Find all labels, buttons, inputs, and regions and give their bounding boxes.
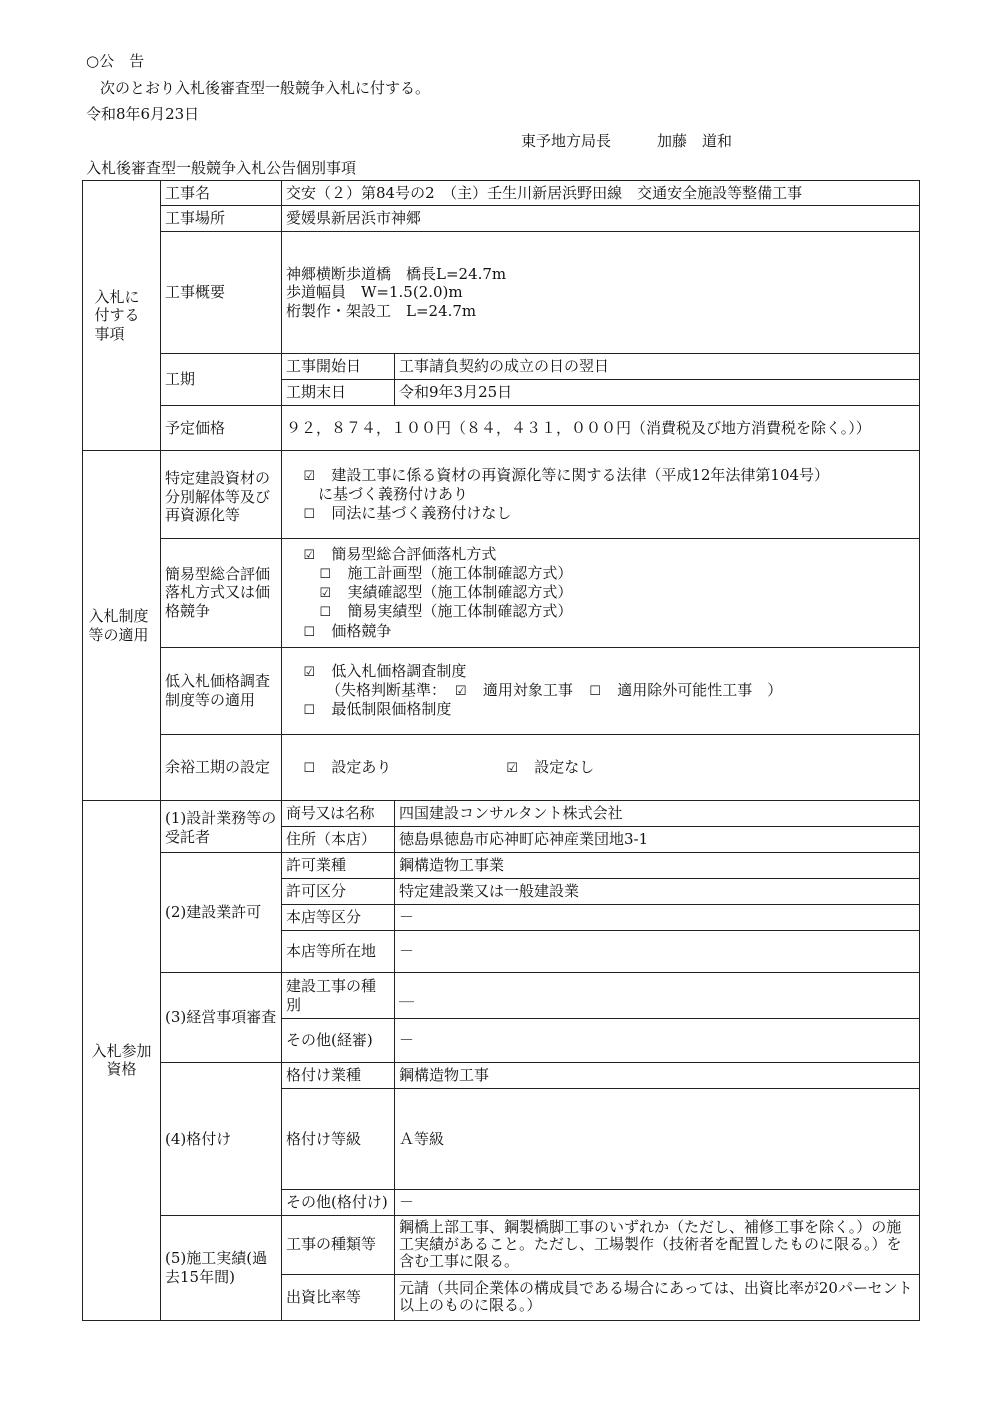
row-recycle <box>83 451 920 538</box>
rank-grade-label: 格付け等級 <box>282 1089 395 1189</box>
period-label: 工期 <box>161 354 282 406</box>
design-name-value: 四国建設コンサルタント株式会社 <box>395 800 920 826</box>
row-record-kind <box>83 1215 920 1274</box>
summary-line: 桁製作・架設工 L=24.7m <box>286 302 477 321</box>
row-audit-kind <box>83 973 920 1019</box>
record-label: (5)施工実績(過去15年間) <box>161 1215 282 1320</box>
checkbox-unchecked-icon: ☐ <box>303 506 315 522</box>
checkbox-unchecked-icon: ☐ <box>303 624 315 640</box>
permit-type-value: 鋼構造物工事業 <box>395 853 920 879</box>
rank-type-value: 鋼構造物工事 <box>395 1063 920 1089</box>
row-permit-type <box>83 853 920 879</box>
koji-summary-label: 工事概要 <box>161 232 282 354</box>
koji-name-value: 交安（２）第84号の2 （主）壬生川新居浜野田線 交通安全施設等整備工事 <box>282 181 920 206</box>
audit-kind-label: 建設工事の種別 <box>282 973 395 1019</box>
checkbox-checked-icon: ☑ <box>454 684 467 700</box>
checkbox-checked-icon: ☑ <box>506 760 518 776</box>
row-low-price <box>83 647 920 734</box>
hq-loc-value: － <box>395 931 920 973</box>
design-name-label: 商号又は名称 <box>282 800 395 826</box>
row-rank-type <box>83 1063 920 1089</box>
price-label: 予定価格 <box>161 406 282 451</box>
notice-date: 令和8年6月23日 <box>86 105 200 123</box>
recycle-opt1: ☑ 建設工事に係る資材の再資源化等に関する法律（平成12年法律第104号） <box>303 465 830 484</box>
recycle-label: 特定建設資材の分別解体等及び再資源化等 <box>161 451 282 538</box>
koji-summary-value <box>282 232 920 354</box>
design-addr-label: 住所（本店） <box>282 827 395 853</box>
record-ratio-value: 元請（共同企業体の構成員である場合にあっては、出資比率が20パーセント以上のものに限る。） <box>395 1274 920 1320</box>
checkbox-unchecked-icon: ☐ <box>319 605 331 621</box>
checkbox-checked-icon: ☑ <box>303 664 315 680</box>
checkbox-unchecked-icon: ☐ <box>319 566 331 582</box>
row-koji-name <box>83 181 920 206</box>
permit-label: (2)建設業許可 <box>161 853 282 973</box>
checkbox-checked-icon: ☑ <box>319 586 331 602</box>
hq-class-label: 本店等区分 <box>282 905 395 931</box>
row-koji-place <box>83 206 920 232</box>
design-label: (1)設計業務等の受託者 <box>161 800 282 852</box>
eval-opt2: ☐ 価格競争 <box>303 621 392 640</box>
checkbox-unchecked-icon: ☐ <box>589 684 601 700</box>
checkbox-checked-icon: ☑ <box>303 547 315 563</box>
low-label: 低入札価格調査制度等の適用 <box>161 647 282 734</box>
summary-line: 神郷横断歩道橋 橋長L=24.7m <box>286 264 507 283</box>
issuer-name: 加藤 道和 <box>657 132 733 150</box>
eval-opt1: ☑ 簡易型総合評価落札方式 <box>303 544 497 563</box>
design-addr-value: 徳島県徳島市応神町応神産業団地3-1 <box>395 827 920 853</box>
koukoku-heading: ○公 告 <box>86 52 145 70</box>
audit-other-value: － <box>395 1019 920 1063</box>
rank-other-label: その他(格付け) <box>282 1189 395 1215</box>
yoyu-options <box>282 734 920 800</box>
rank-other-value: － <box>395 1189 920 1215</box>
eval-sub2: ☑ 実績確認型（施工体制確認方式） <box>319 583 573 602</box>
record-kind-value: 鋼橋上部工事、鋼製橋脚工事のいずれか（ただし、補修工事を除く。）の施工実績があること。ただし、工場製作（技術者を配置したものに限る。）を含む工事に限る。 <box>395 1215 920 1274</box>
checkbox-unchecked-icon: ☐ <box>303 760 315 776</box>
permit-class-value: 特定建設業又は一般建設業 <box>395 879 920 905</box>
hq-loc-label: 本店等所在地 <box>282 931 395 973</box>
end-value: 令和9年3月25日 <box>395 380 920 406</box>
permit-type-label: 許可業種 <box>282 853 395 879</box>
row-yoyu <box>83 734 920 800</box>
low-opt1: ☑ 低入札価格調査制度 <box>303 661 467 680</box>
record-ratio-label: 出資比率等 <box>282 1274 395 1320</box>
row-period-start <box>83 354 920 380</box>
audit-kind-value: ＿ <box>395 973 920 1019</box>
recycle-options <box>282 451 920 538</box>
koji-place-value: 愛媛県新居浜市神郷 <box>282 206 920 232</box>
section-nyusatsu: 入札に付する事項 <box>83 181 161 451</box>
audit-label: (3)経営事項審査 <box>161 973 282 1063</box>
end-label: 工期末日 <box>282 380 395 406</box>
start-value: 工事請負契約の成立の日の翌日 <box>395 354 920 380</box>
summary-line: 歩道幅員 W=1.5(2.0)m <box>286 283 463 302</box>
eval-sub3: ☐ 簡易実績型（施工体制確認方式） <box>319 602 573 621</box>
record-kind-label: 工事の種類等 <box>282 1215 395 1274</box>
yoyu-opt2: ☑ 設定なし <box>506 757 595 776</box>
section-seido: 入札制度等の適用 <box>83 451 161 801</box>
checkbox-unchecked-icon: ☐ <box>303 703 315 719</box>
eval-label: 簡易型総合評価落札方式又は価格競争 <box>161 538 282 647</box>
section-sanka: 入札参加資格 <box>83 800 161 1320</box>
row-price <box>83 406 920 451</box>
intro-text: 次のとおり入札後審査型一般競争入札に付する。 <box>100 79 431 97</box>
checkbox-checked-icon: ☑ <box>303 468 315 484</box>
row-eval <box>83 538 920 647</box>
start-label: 工事開始日 <box>282 354 395 380</box>
rank-label: (4)格付け <box>161 1063 282 1215</box>
recycle-opt1-cont: に基づく義務付けあり <box>318 485 469 504</box>
yoyu-opt1: ☐ 設定あり <box>303 757 392 776</box>
table-title: 入札後審査型一般競争入札公告個別事項 <box>86 159 357 177</box>
low-options <box>282 647 920 734</box>
issuer-title: 東予地方局長 <box>521 132 612 150</box>
eval-sub1: ☐ 施工計画型（施工体制確認方式） <box>319 563 573 582</box>
row-design-name <box>83 800 920 826</box>
koji-place-label: 工事場所 <box>161 206 282 232</box>
low-opt2: ☐ 最低制限価格制度 <box>303 700 452 719</box>
yoyu-label: 余裕工期の設定 <box>161 734 282 800</box>
low-sub: （失格判断基準： ☑ 適用対象工事 ☐ 適用除外可能性工事 ） <box>326 681 783 700</box>
eval-options <box>282 538 920 647</box>
price-value: ９２，８７４，１００円（８４，４３１，０００円（消費税及び地方消費税を除く。）） <box>282 406 920 451</box>
rank-grade-value: Ａ等級 <box>395 1089 920 1189</box>
recycle-opt2: ☐ 同法に基づく義務付けなし <box>303 503 512 522</box>
koji-name-label: 工事名 <box>161 181 282 206</box>
rank-type-label: 格付け業種 <box>282 1063 395 1089</box>
audit-other-label: その他(経審) <box>282 1019 395 1063</box>
row-koji-summary <box>83 232 920 354</box>
permit-class-label: 許可区分 <box>282 879 395 905</box>
hq-class-value: － <box>395 905 920 931</box>
notice-table <box>82 180 920 1321</box>
